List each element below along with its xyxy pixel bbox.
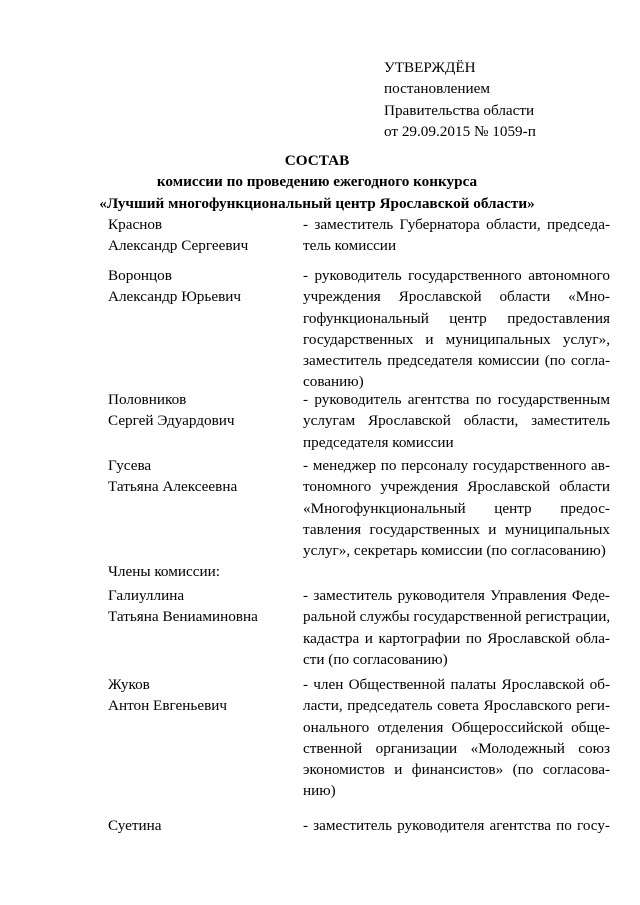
role-line: государственных и муниципальных услуг»,: [303, 330, 610, 348]
role-line: - заместитель руководителя агентства по госу-: [303, 817, 610, 834]
member-given-name: Александр Сергеевич: [108, 237, 249, 255]
member-surname: Галиуллина: [108, 587, 185, 604]
role-line: заместитель председателя комиссии (по согла-: [303, 352, 610, 370]
member-surname: Половников: [108, 391, 187, 408]
role-line: гофункциональный центр предоставления: [303, 309, 610, 327]
role-line: ласти, председатель совета Ярославского реги-: [303, 697, 610, 715]
role-line: председателя комиссии: [303, 433, 454, 451]
title-line: «Лучший многофункциональный центр Ярославской области»: [99, 194, 535, 212]
member-surname: Краснов: [108, 216, 163, 233]
role-line: - член Общественной палаты Ярославской об-: [303, 676, 610, 693]
role-line: услуг», секретарь комиссии (по согласованию): [303, 542, 606, 560]
member-surname: Суетина: [108, 817, 162, 834]
role-line: нию): [303, 782, 336, 800]
member-name: [108, 265, 288, 308]
role-line: учреждения Ярославской области «Мно-: [303, 288, 610, 306]
member-name: [108, 389, 288, 432]
role-line: - руководитель агентства по государственным: [303, 391, 610, 408]
member-role: [303, 815, 610, 836]
member-name: [108, 214, 288, 257]
approval-block: [384, 57, 624, 142]
member-surname: Гусева: [108, 457, 152, 474]
member-role: [303, 674, 610, 802]
approval-line: постановлением: [384, 80, 491, 98]
member-role: [303, 585, 610, 670]
member-surname: Воронцов: [108, 267, 172, 284]
member-role: [303, 214, 610, 257]
role-line: ральной службы государственной регистрации,: [303, 608, 611, 626]
role-line: тономного учреждения Ярославской области: [303, 478, 610, 496]
approval-line: УТВЕРЖДЁН: [384, 59, 476, 76]
approval-line: от 29.09.2015 № 1059-п: [384, 122, 536, 140]
member-role: [303, 389, 610, 453]
title-line: комиссии по проведению ежегодного конкурса: [156, 173, 478, 191]
role-line: экономистов и финансистов» (по согласова-: [303, 761, 610, 779]
title-heading: СОСТАВ: [284, 152, 350, 169]
role-line: - заместитель руководителя Управления Феде-: [303, 587, 610, 604]
approval-line: Правительства области: [384, 101, 535, 119]
role-line: онального отделения Общероссийской обще-: [303, 718, 610, 736]
role-line: - менеджер по персоналу государственного ав-: [303, 457, 610, 474]
role-line: услугам Ярославской области, заместитель: [303, 412, 610, 430]
role-line: «Многофункциональный центр предос-: [303, 499, 610, 517]
document-title: [80, 150, 554, 214]
member-given-name: Татьяна Алексеевна: [108, 478, 238, 496]
member-role: [303, 265, 610, 393]
role-line: ственной организации «Молодежный союз: [303, 739, 610, 757]
role-line: сованию): [303, 373, 364, 391]
role-line: кадастра и картографии по Ярославской обла-: [303, 629, 610, 647]
members-heading: Члены комиссии:: [108, 563, 220, 580]
member-surname: Жуков: [108, 676, 150, 693]
role-line: - заместитель Губернатора области, председа-: [303, 216, 610, 233]
role-line: сти (по согласованию): [303, 650, 448, 668]
role-line: тель комиссии: [303, 237, 397, 255]
member-given-name: Александр Юрьевич: [108, 288, 242, 306]
member-name: [108, 455, 288, 498]
member-name: [108, 674, 288, 717]
member-given-name: Татьяна Вениаминовна: [108, 608, 258, 626]
member-given-name: Антон Евгеньевич: [108, 697, 228, 715]
member-name: [108, 585, 288, 628]
role-line: тавления государственных и муниципальных: [303, 520, 610, 538]
role-line: - руководитель государственного автономного: [303, 267, 610, 284]
member-role: [303, 455, 610, 561]
member-given-name: Сергей Эдуардович: [108, 412, 235, 430]
member-name: [108, 815, 288, 836]
